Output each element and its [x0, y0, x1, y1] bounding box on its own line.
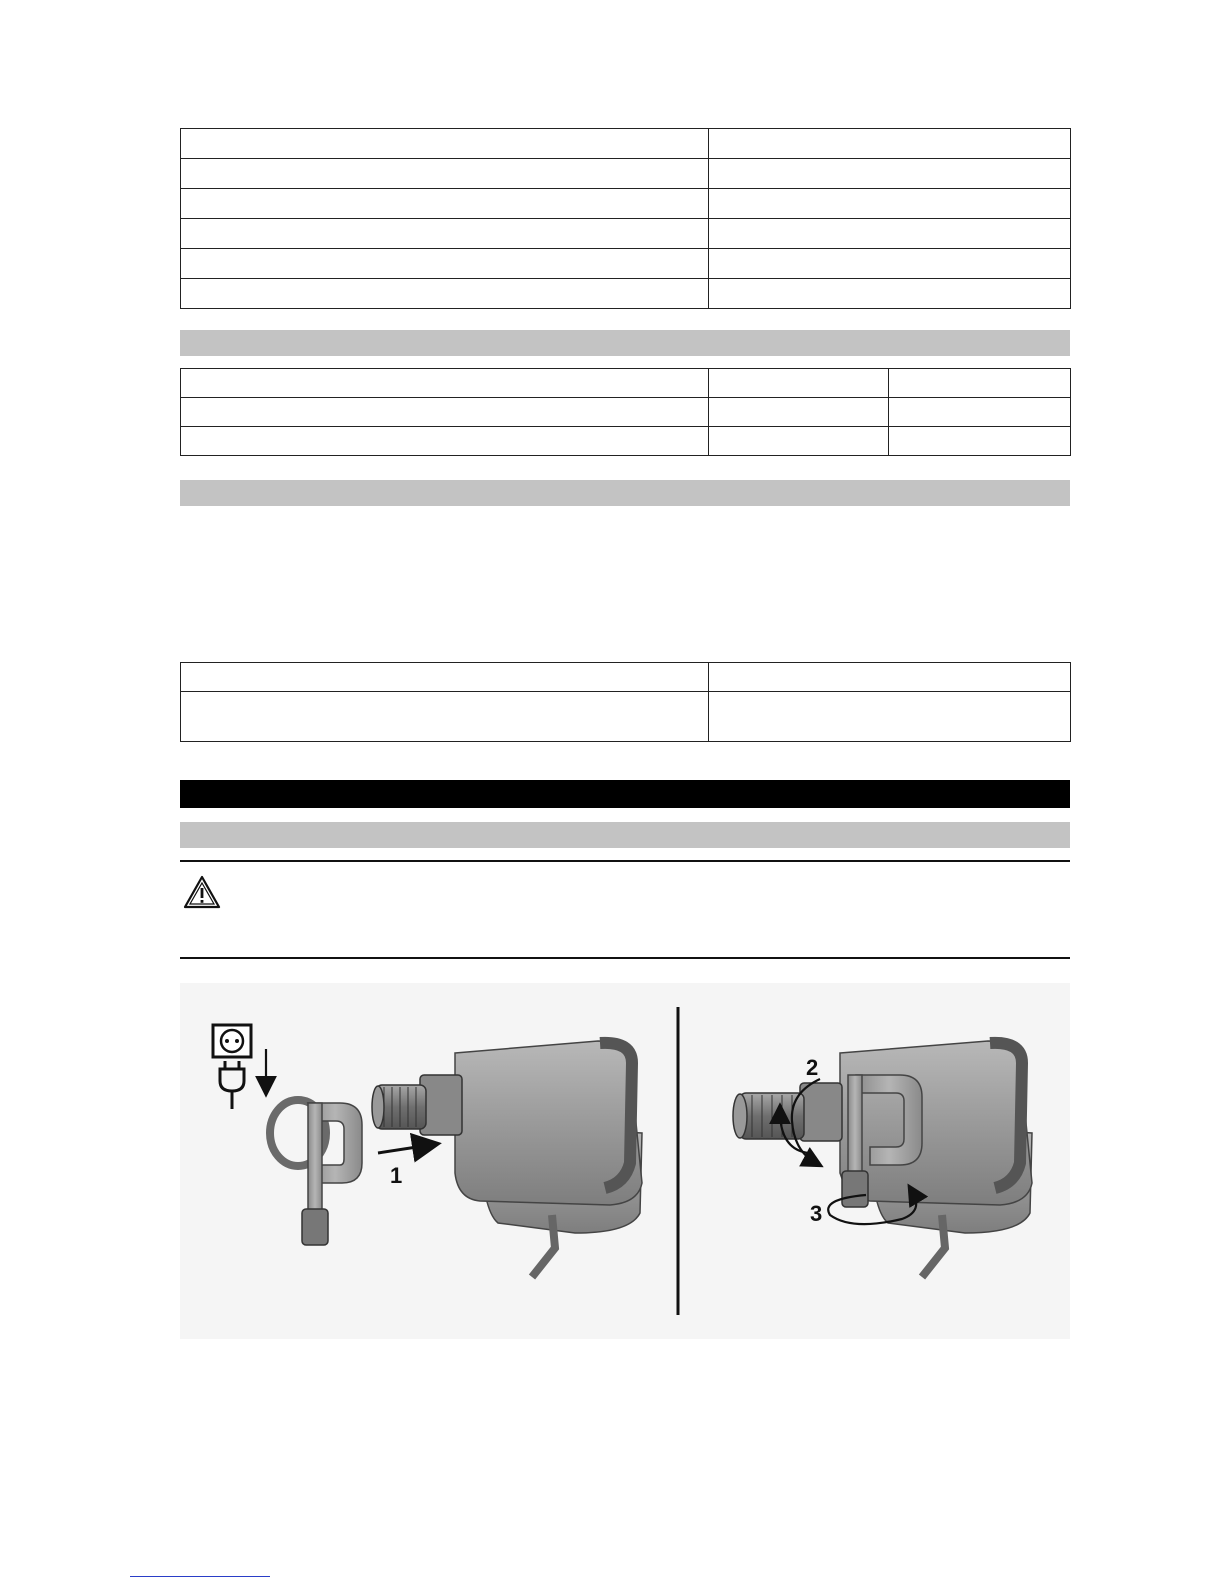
- table-row: [181, 189, 1071, 219]
- table-row: [181, 369, 1071, 398]
- table-row: [181, 129, 1071, 159]
- demolition-hammer-left: [372, 1041, 642, 1277]
- insert-arrow-icon: [378, 1145, 430, 1153]
- section-heading-bar: [180, 822, 1070, 848]
- socket-icon: [213, 1025, 251, 1057]
- table-row: [181, 692, 1071, 742]
- section-heading-bar: [180, 480, 1070, 506]
- spec-table-3: [180, 662, 1071, 742]
- chapter-heading-bar: [180, 780, 1070, 808]
- footer-link-underline[interactable]: [130, 1576, 270, 1577]
- step-2-label: 2: [806, 1055, 819, 1080]
- warning-bottom-rule: [180, 957, 1070, 959]
- plug-icon: [220, 1061, 244, 1109]
- table-row: [181, 219, 1071, 249]
- table-row: [181, 249, 1071, 279]
- spec-table-1: [180, 128, 1071, 309]
- table-row: [181, 398, 1071, 427]
- step-3-label: 3: [810, 1201, 823, 1226]
- table-row: [181, 279, 1071, 309]
- demolition-hammer-right: [733, 1041, 1032, 1277]
- step-1-label: 1: [390, 1163, 403, 1188]
- table-row: [181, 663, 1071, 692]
- spec-table-2: [180, 368, 1071, 456]
- section-heading-bar: [180, 330, 1070, 356]
- table-row: [181, 427, 1071, 456]
- warning-top-rule: [180, 860, 1070, 862]
- assembly-illustration: [180, 983, 1070, 1339]
- table-row: [181, 159, 1071, 189]
- illustration-canvas: [180, 983, 1070, 1339]
- warning-icon: [182, 874, 222, 910]
- side-handle: [270, 1100, 362, 1245]
